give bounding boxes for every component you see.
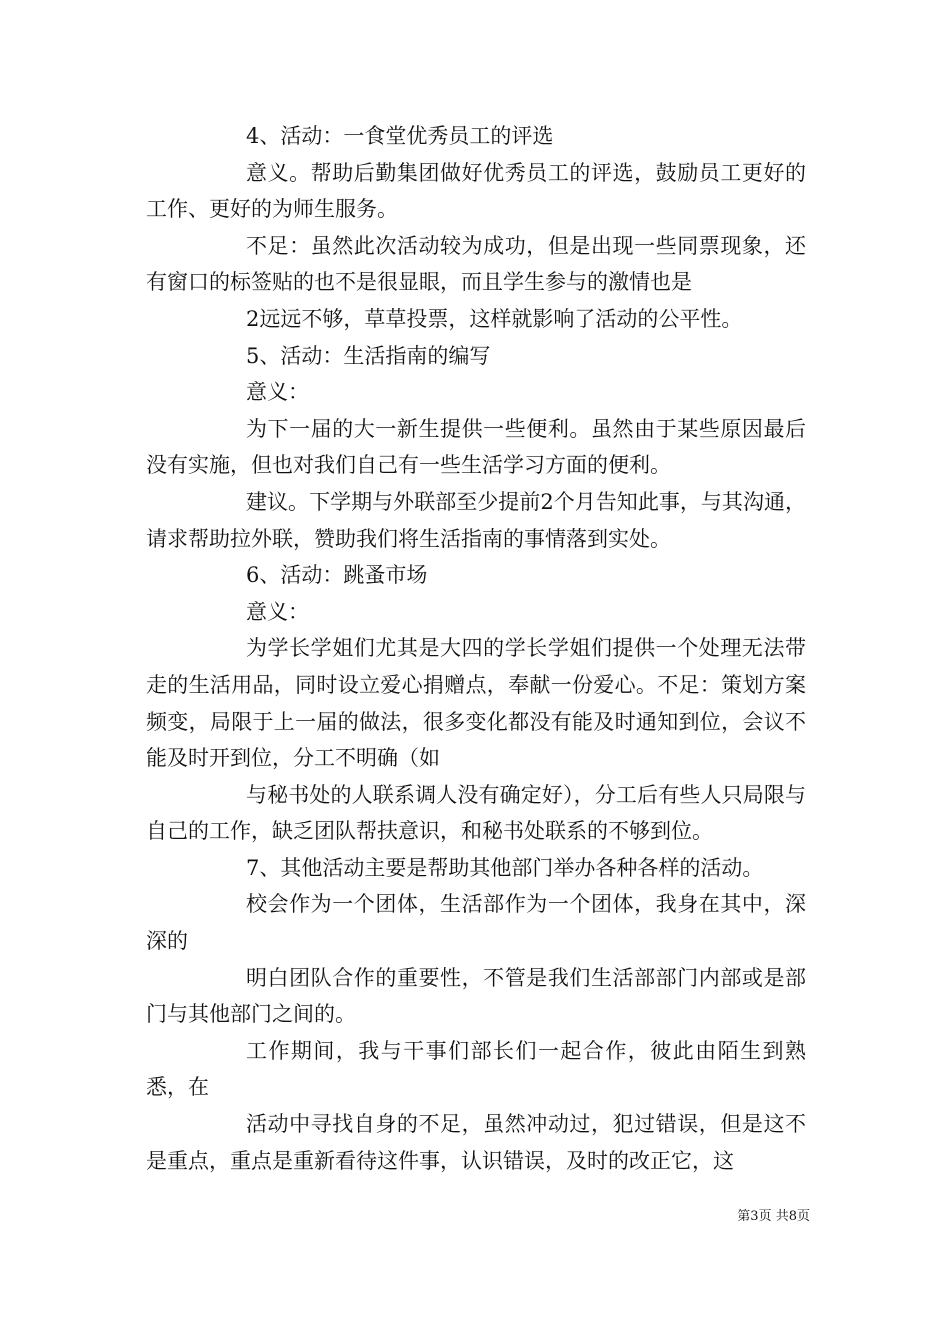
paragraph: 7、其他活动主要是帮助其他部门举办各种各样的活动。 [246,855,764,880]
paragraph: 建议。下学期与外联部至少提前2个月告知此事，与其沟通，请求帮助拉外联，赞助我们将生活指南的事情落到实处。 [146,489,806,551]
paragraph: 活动中寻找自身的不足，虽然冲动过，犯过错误，但是这不是重点，重点是重新看待这件事，认识错误，及时的改正它，这 [146,1112,806,1173]
page-number-footer [700,1205,810,1224]
paragraph: 意义： [246,599,309,624]
current-page-number: 3 [750,1209,759,1224]
paragraph: 2远远不够，草草投票，这样就影响了活动的公平性。 [246,306,743,331]
footer-prefix: 第 [737,1209,751,1224]
paragraph: 6、活动：跳蚤市场 [246,563,428,588]
paragraph: 校会作为一个团体，生活部作为一个团体，我身在其中，深深的 [146,892,806,954]
total-page-number: 8 [788,1209,797,1224]
paragraph: 与秘书处的人联系调人没有确定好），分工后有些人只局限与自己的工作，缺乏团队帮扶意识，和秘书处联系的不够到位。 [146,782,806,844]
paragraph: 4、活动：一食堂优秀员工的评选 [246,124,554,148]
paragraph: 意义。帮助后勤集团做好优秀员工的评选，鼓励员工更好的工作、更好的为师生服务。 [146,160,806,222]
document-body [146,118,806,1179]
footer-middle: 页 共 [758,1209,789,1224]
paragraph: 为学长学姐们尤其是大四的学长学姐们提供一个处理无法带走的生活用品，同时设立爱心捐赠点，奉献一份爱心。不足：策划方案频变，局限于上一届的做法，很多变化都没有能及时通知到位，会议不能及时开到位，分工不明确（如 [146,636,806,771]
paragraph: 工作期间，我与干事们部长们一起合作，彼此由陌生到熟悉，在 [146,1038,806,1100]
paragraph: 不足：虽然此次活动较为成功，但是出现一些同票现象，还有窗口的标签贴的也不是很显眼，而且学生参与的激情也是 [146,233,806,295]
paragraph: 意义： [246,380,309,405]
footer-suffix: 页 [796,1209,810,1224]
paragraph: 明白团队合作的重要性，不管是我们生活部部门内部或是部门与其他部门之间的。 [146,965,806,1027]
paragraph: 为下一届的大一新生提供一些便利。虽然由于某些原因最后没有实施，但也对我们自己有一些生活学习方面的便利。 [146,416,806,478]
paragraph: 5、活动：生活指南的编写 [246,343,491,368]
